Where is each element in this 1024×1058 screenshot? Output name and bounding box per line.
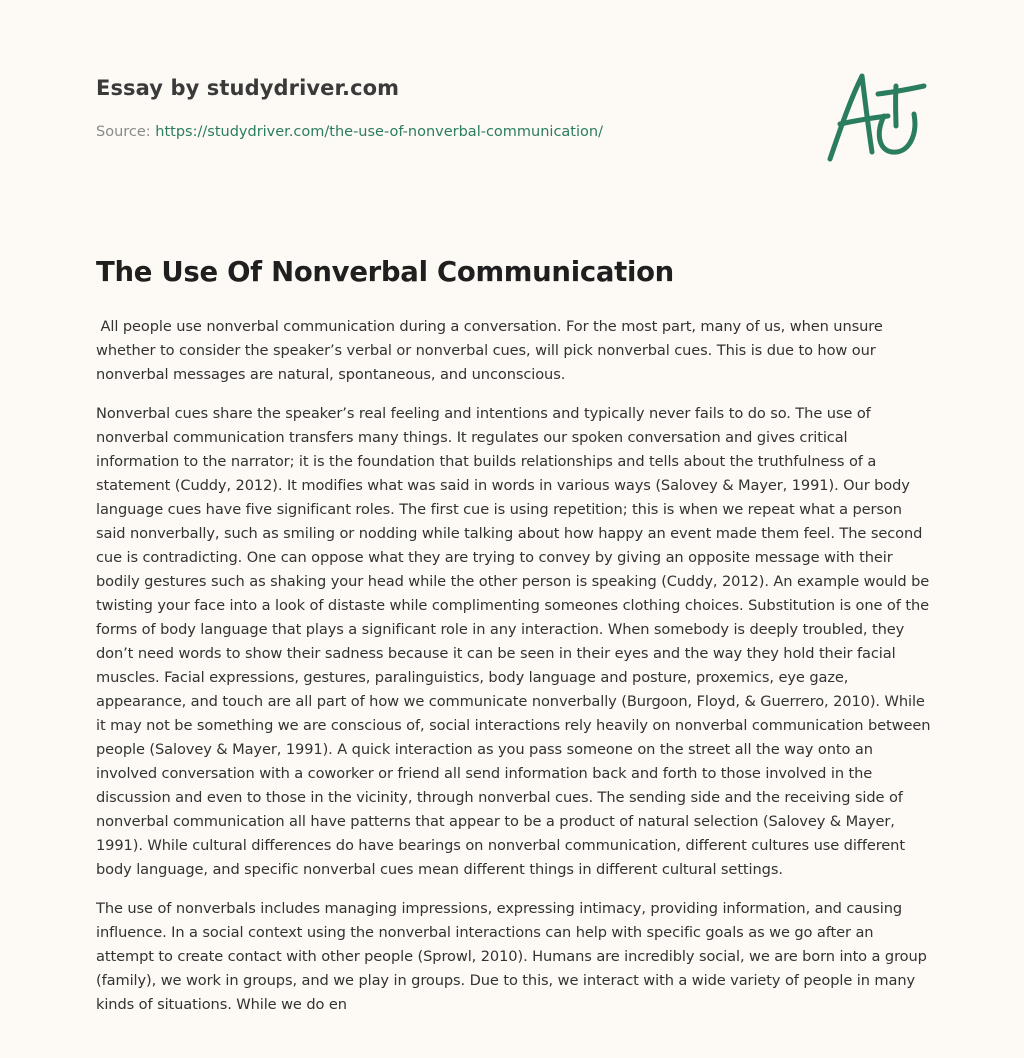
paragraph: Nonverbal cues share the speaker’s real feeling and intentions and typically never fails to do so. The use of nonverbal communication transfers many things. It regulates our spoken conversation and gives critical information to the narrator; it is the foundation that builds relationships and tells about the truthfulness of a statement (Cuddy, 2012). It modifies what was said in words in various ways (Salovey & Mayer, 1991). Our body language cues have five significant roles. The first cue is using repetition; this is when we repeat what a person said nonverbally, such as smiling or nodding while talking about how happy an event made them feel. The second cue is contradicting. One can oppose what they are trying to convey by giving an opposite message with their bodily gestures such as shaking your head while the other person is speaking (Cuddy, 2012). An example would be twisting your face into a look of distaste while complimenting someones clothing choices. Substitution is one of the forms of body language that plays a significant role in any interaction. When somebody is deeply troubled, they don’t need words to show their sadness because it can be seen in their eyes and the way they hold their facial muscles. Facial expressions, gestures, paralinguistics, body language and posture, proxemics, eye gaze, appearance, and touch are all part of how we communicate nonverbally (Burgoon, Floyd, & Guerrero, 2010). While it may not be something we are conscious of, social interactions rely heavily on nonverbal communication between people (Salovey & Mayer, 1991). A quick interaction as you pass someone on the street all the way onto an involved conversation with a coworker or friend all send information back and forth to those involved in the discussion and even to those in the vicinity, through nonverbal cues. The sending side and the receiving side of nonverbal communication all have patterns that appear to be a product of natural selection (Salovey & Mayer, 1991). While cultural differences do have bearings on nonverbal communication, different cultures use different body language, and specific nonverbal cues mean different things in different cultural settings.	[96, 405, 931, 878]
a-plus-logo-icon	[818, 66, 930, 166]
source-line	[96, 124, 603, 140]
brand-title: Essay by studydriver.com	[96, 76, 400, 100]
source-label: Source:	[96, 124, 151, 140]
essay-title: The Use Of Nonverbal Communication	[96, 256, 674, 288]
paragraph: All people use nonverbal communication during a conversation. For the most part, many of us, when unsure whether to consider the speaker’s verbal or nonverbal cues, will pick nonverbal cues. This is due to how our nonverbal messages are natural, spontaneous, and unconscious.	[96, 318, 883, 383]
source-link[interactable]: https://studydriver.com/the-use-of-nonverbal-communication/	[155, 124, 603, 140]
paragraph: The use of nonverbals includes managing impressions, expressing intimacy, providing information, and causing influence. In a social context using the nonverbal interactions can help with specific goals as we go after an attempt to create contact with other people (Sprowl, 2010). Humans are incredibly social, we are born into a group (family), we work in groups, and we play in groups. Due to this, we interact with a wide variety of people in many kinds of situations. While we do en	[96, 900, 927, 1013]
essay-body	[96, 315, 931, 1032]
